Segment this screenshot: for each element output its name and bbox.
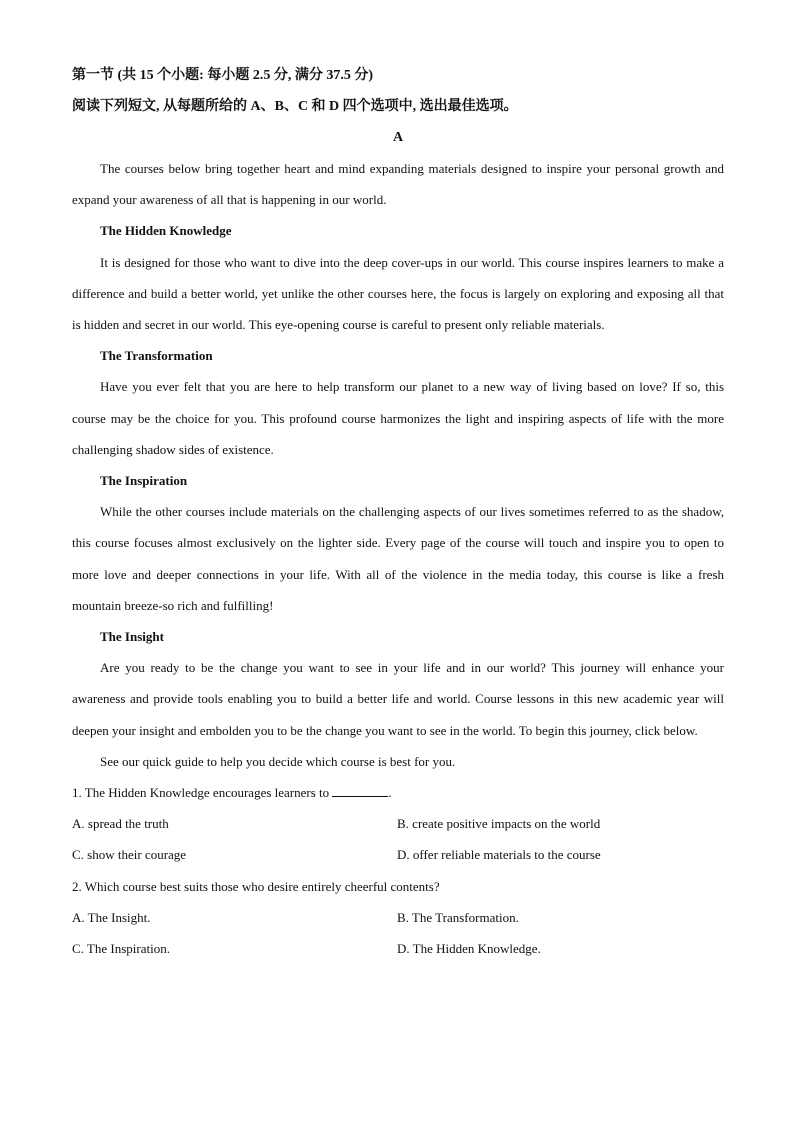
question-2-options-row-1 [72, 902, 724, 933]
question-2-option-b[interactable]: B. The Transformation. [397, 909, 519, 925]
question-1-option-d[interactable]: D. offer reliable materials to the course [397, 847, 601, 863]
passage-label: A [392, 130, 404, 145]
course-text-inspiration: While the other courses include materials on the challenging aspects of our lives sometimes referred to as the shadow, this course focuses almost exclusively on the lighter side. Every page of the course will touch and inspire you to open to more love and deeper connections in your life. With all of the violence in the media today, this course is like a fresh mountain breeze-so rich and fulfilling! [72, 504, 724, 613]
question-1-option-a[interactable]: A. spread the truth [72, 816, 169, 832]
question-1-options-row-2 [72, 839, 724, 870]
course-text-transformation: Have you ever felt that you are here to help transform our planet to a new way of living based on love? If so, this course may be the choice for you. This profound course harmonizes the light and inspiring aspects of life with the more challenging shadow sides of existence. [72, 379, 724, 457]
passage-closing: See our quick guide to help you decide which course is best for you. [100, 753, 456, 769]
question-1-end: . [388, 785, 392, 801]
question-2-options-row-2 [72, 933, 724, 964]
question-2-option-a[interactable]: A. The Insight. [72, 909, 151, 925]
course-text-hidden-knowledge: It is designed for those who want to dive into the deep cover-ups in our world. This course inspires learners to make a difference and build a better world, yet unlike the other courses here, the focus is largely on exploring and exposing all that is hidden and secret in our world. This eye-opening course is careful to present only reliable materials. [72, 254, 724, 333]
question-1-stem [72, 777, 724, 808]
course-title-inspiration: The Inspiration [100, 473, 188, 489]
passage-intro: The courses below bring together heart and mind expanding materials designed to inspire your personal growth and expand your awareness of all that is happening in our world. [72, 161, 724, 208]
reading-instructions: 阅读下列短文, 从每题所给的 A、B、C 和 D 四个选项中, 选出最佳选项。 [72, 99, 518, 114]
course-text-insight: Are you ready to be the change you want to see in your life and in our world? This journey will enhance your awareness and provide tools enabling you to build a better life and world. Course lessons in this new academic year will deepen your insight and embolden you to be the change you want to see in the world. To begin this journey, click below. [72, 660, 724, 738]
question-1-option-b[interactable]: B. create positive impacts on the world [397, 816, 601, 832]
document-page [72, 60, 724, 964]
question-1-option-c[interactable]: C. show their courage [72, 847, 187, 863]
question-1-options-row-1 [72, 808, 724, 839]
course-title-insight: The Insight [100, 629, 164, 645]
question-2-option-c[interactable]: C. The Inspiration. [72, 941, 170, 957]
question-2-stem: 2. Which course best suits those who desire entirely cheerful contents? [72, 878, 440, 894]
question-2-option-d[interactable]: D. The Hidden Knowledge. [397, 941, 541, 957]
course-title-hidden-knowledge: The Hidden Knowledge [100, 223, 232, 239]
course-title-transformation: The Transformation [100, 348, 213, 364]
question-1-text: 1. The Hidden Knowledge encourages learners to [72, 785, 330, 801]
answer-blank [332, 784, 388, 797]
section-instructions-heading: 第一节 (共 15 个小题: 每小题 2.5 分, 满分 37.5 分) [72, 68, 373, 83]
